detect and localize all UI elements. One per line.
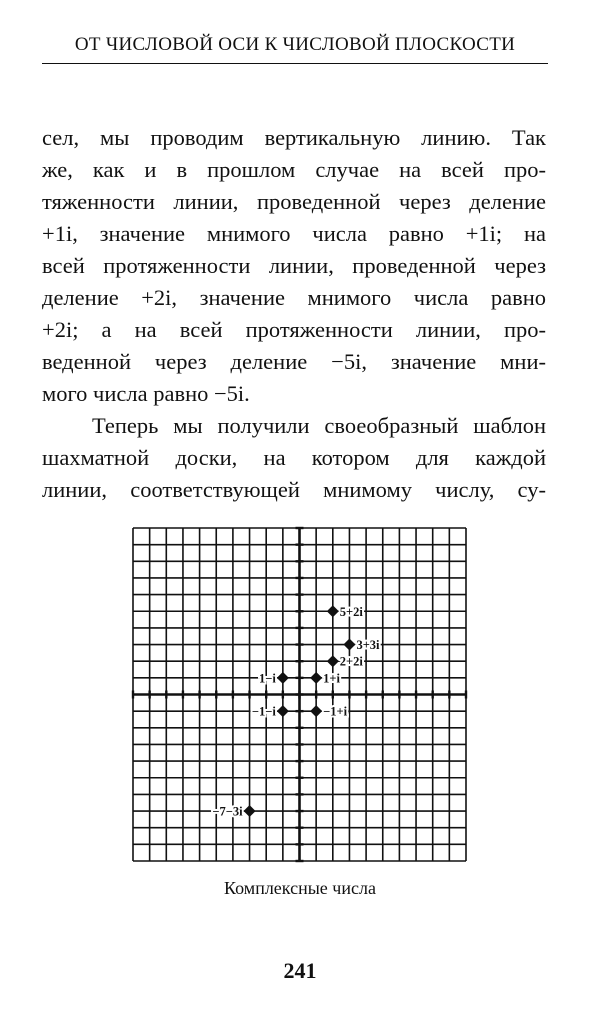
text-line: линии, соответствующей мнимому числу, су- — [42, 477, 546, 502]
point-label: 2+2i — [339, 654, 363, 669]
point-marker — [277, 705, 289, 717]
running-header: ОТ ЧИСЛОВОЙ ОСИ К ЧИСЛОВОЙ ПЛОСКОСТИ — [74, 34, 516, 55]
text-line: +2i; а на всей протяженности линии, про- — [42, 317, 546, 342]
point-label: 1−i — [258, 671, 276, 686]
point-marker — [327, 605, 339, 617]
point-marker — [327, 655, 339, 667]
text-line: всей протяженности линии, проведенной через — [42, 253, 546, 278]
point-label: 3+3i — [356, 638, 380, 653]
figure-caption: Комплексные числа — [224, 878, 376, 898]
point-marker — [310, 672, 322, 684]
point-label: 5+2i — [339, 604, 363, 619]
text-line: тяженности линии, проведенной через деление — [42, 189, 546, 214]
text-line: +1i, значение мнимого числа равно +1i; на — [42, 221, 546, 246]
text-line: шахматной доски, на котором для каждой — [42, 445, 546, 470]
text-line: Теперь мы получили своеобразный шаблон — [92, 413, 546, 438]
point-marker — [244, 805, 256, 817]
text-line: веденной через деление −5i, значение мни- — [42, 349, 546, 374]
text-line: сел, мы проводим вертикальную линию. Так — [42, 125, 546, 150]
point-label: −7−3i — [212, 804, 243, 819]
point-marker — [310, 705, 322, 717]
text-line: же, как и в прошлом случае на всей про- — [42, 157, 546, 182]
page-number: 241 — [283, 958, 317, 983]
text-line: мого числа равно −5i. — [42, 381, 250, 406]
point-label: 1+i — [323, 671, 341, 686]
point-label: −1−i — [251, 704, 276, 719]
text-line: деление +2i, значение мнимого числа равно — [42, 285, 546, 310]
header-rule — [42, 63, 548, 64]
complex-plane-figure — [130, 525, 470, 865]
point-marker — [277, 672, 289, 684]
point-label: −1+i — [323, 704, 348, 719]
point-marker — [343, 639, 355, 651]
body-text — [42, 122, 546, 506]
